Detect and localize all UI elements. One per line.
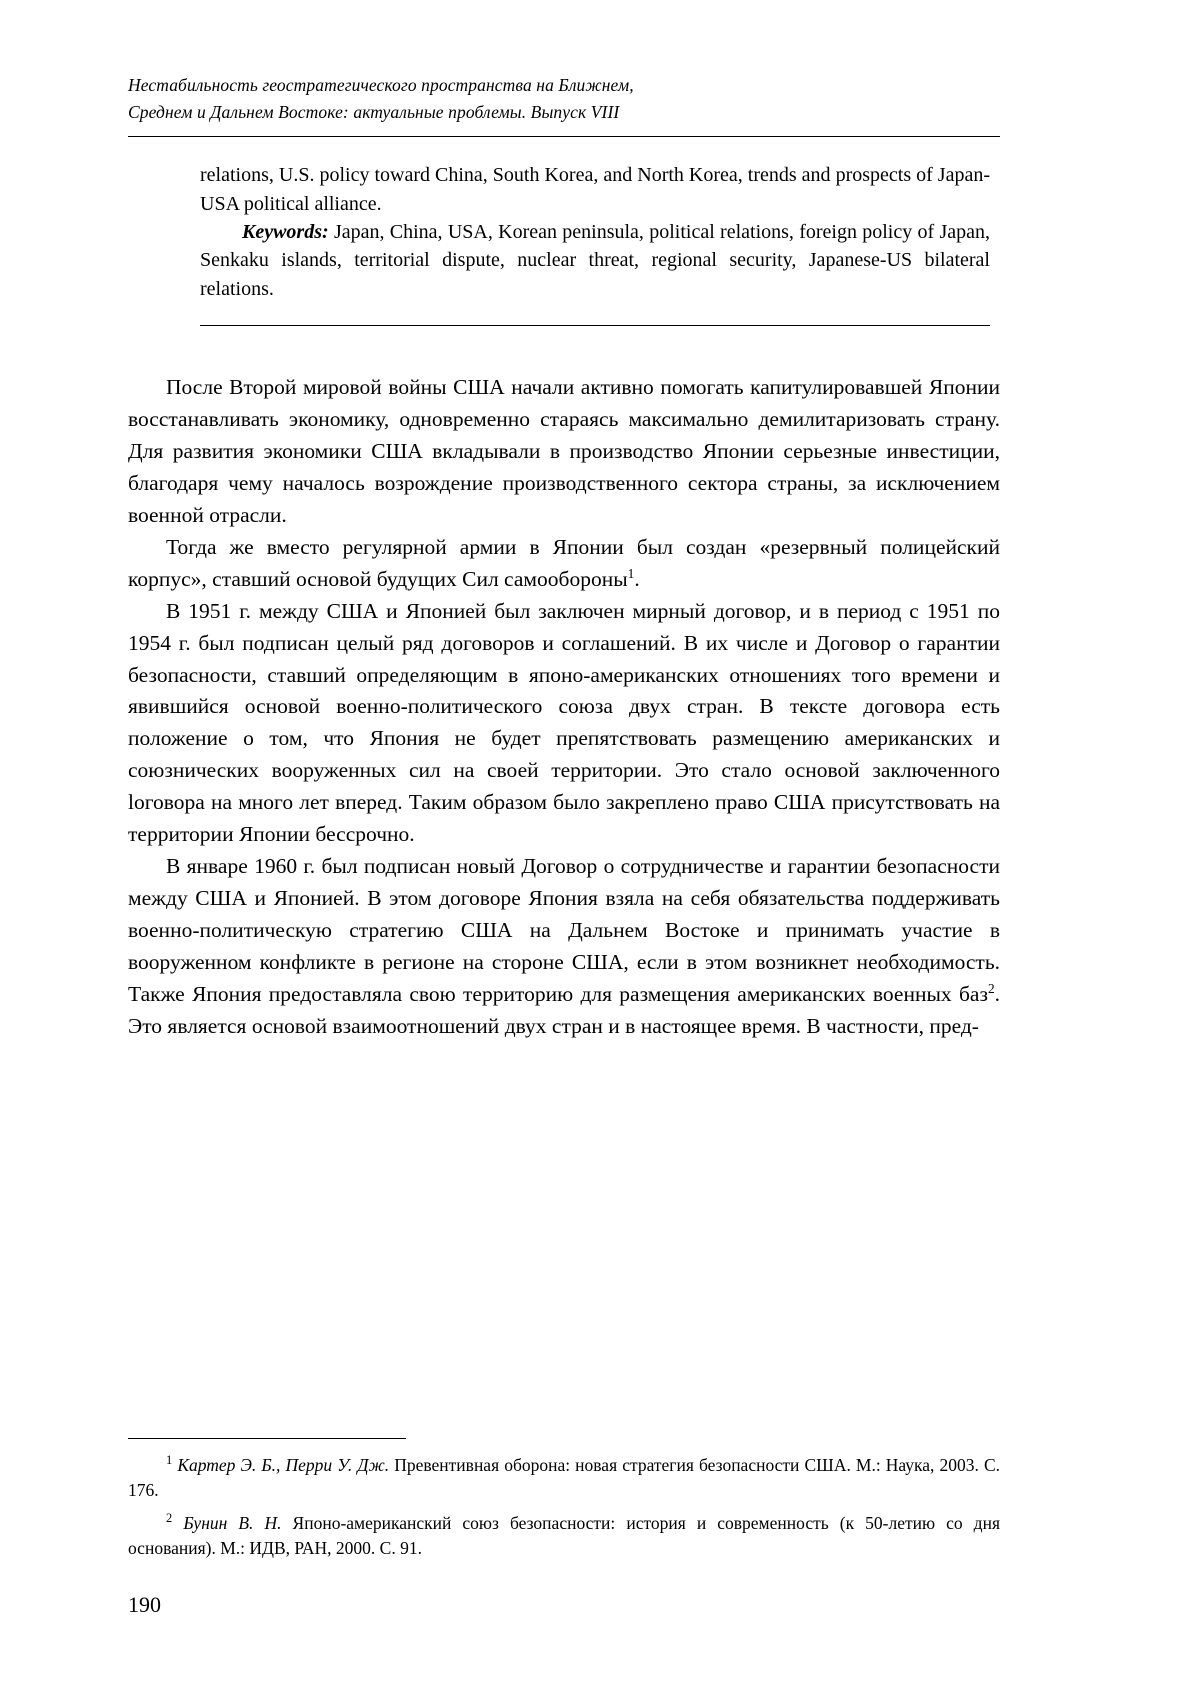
- body-paragraph-2: [128, 532, 1000, 596]
- footnote-1-author: Картер Э. Б., Перри У. Дж.: [177, 1454, 390, 1475]
- running-head: [128, 0, 1000, 126]
- keywords-text: Japan, China, USA, Korean peninsula, political relations, foreign policy of Japan, Senkaku islands, territorial dispute, nuclear threat, regional security, Japanese-US bilateral relations.: [200, 221, 990, 300]
- footnote-1-number: 1: [166, 1453, 173, 1467]
- footnote-2: [128, 1509, 1000, 1561]
- footnote-2-text: Японо-американский союз безопасности: история и современность (к 50-летию со дня основания). М.: ИДВ, РАН, 2000. С. 91.: [128, 1513, 1000, 1559]
- abstract-tail: relations, U.S. policy toward China, South Korea, and North Korea, trends and prospects of Japan-USA political alliance.: [200, 164, 990, 215]
- abstract-divider: [200, 325, 990, 326]
- body-paragraph-4: [128, 851, 1000, 1043]
- body-paragraph-2-text: Тогда же вместо регулярной армии в Японии был создан «резервный полицейский корпус», ставший основой будущих Сил самообороны: [128, 534, 1000, 591]
- footnote-ref-1[interactable]: 1: [627, 565, 635, 581]
- page-content: [128, 0, 1000, 1043]
- body-paragraph-2-tail: .: [634, 566, 640, 591]
- page-number: 190: [128, 1592, 161, 1617]
- body-paragraph-4-text: В январе 1960 г. был подписан новый Договор о сотрудничестве и гарантии безопасности между США и Японией. В этом договоре Япония взяла на себя обязательства поддерживать военно-политическую стратегию США на Дальнем Востоке и принимать участие в вооруженном конфликте в регионе на стороне США, если в этом возникнет необходимость. Также Япония предоставляла свою территорию для размещения американских военных баз: [128, 854, 1000, 1006]
- body-paragraph-1: После Второй мировой войны США начали активно помогать капитулировавшей Японии восстанавливать экономику, одновременно стараясь максимально демилитаризовать страну. Для развития экономики США вкладывали в производство Японии серьезные инвестиции, благодаря чему началось возрождение производственного сектора страны, за исключением военной отрасли.: [128, 375, 1000, 527]
- footnote-divider: [128, 1438, 406, 1439]
- footnotes-section: [128, 1438, 1000, 1567]
- body-paragraph-4-tail: . Это является основой взаимоотношений двух стран и в настоящее время. В частности, пред-: [128, 981, 1000, 1038]
- footnote-1: [128, 1451, 1000, 1503]
- keywords-label: Keywords:: [242, 221, 329, 244]
- footnote-1-text: Превентивная оборона: новая стратегия безопасности США. М.: Наука, 2003. С. 176.: [128, 1454, 1000, 1501]
- running-head-line-1: Нестабильность геостратегического пространства на Ближнем,: [128, 75, 634, 95]
- keywords-paragraph: [200, 218, 990, 303]
- footnote-2-author: Бунин В. Н.: [183, 1513, 282, 1534]
- body-text: [128, 372, 1000, 1042]
- body-paragraph-3: В 1951 г. между США и Японией был заключен мирный договор, и в период с 1951 по 1954 г. был подписан целый ряд договоров и соглашений. В их числе и Договор о гарантии безопасности, ставший определяющим в японо-американских отношениях того времени и явившийся основой военно-политического союза двух стран. В тексте договора есть положение о том, что Япония не будет препятствовать размещению американских и союзнических вооруженных сил на своей территории. Это стало основой заключенного lоговора на много лет вперед. Таким образом было закреплено право США присутствовать на территории Японии бессрочно.: [128, 598, 1000, 847]
- abstract-block: [128, 161, 1000, 303]
- running-head-line-2: Среднем и Дальнем Востоке: актуальные проблемы. Выпуск VIII: [128, 102, 620, 123]
- footnote-2-number: 2: [166, 1511, 173, 1526]
- header-divider: [128, 136, 1000, 137]
- footnote-ref-2[interactable]: 2: [987, 980, 995, 996]
